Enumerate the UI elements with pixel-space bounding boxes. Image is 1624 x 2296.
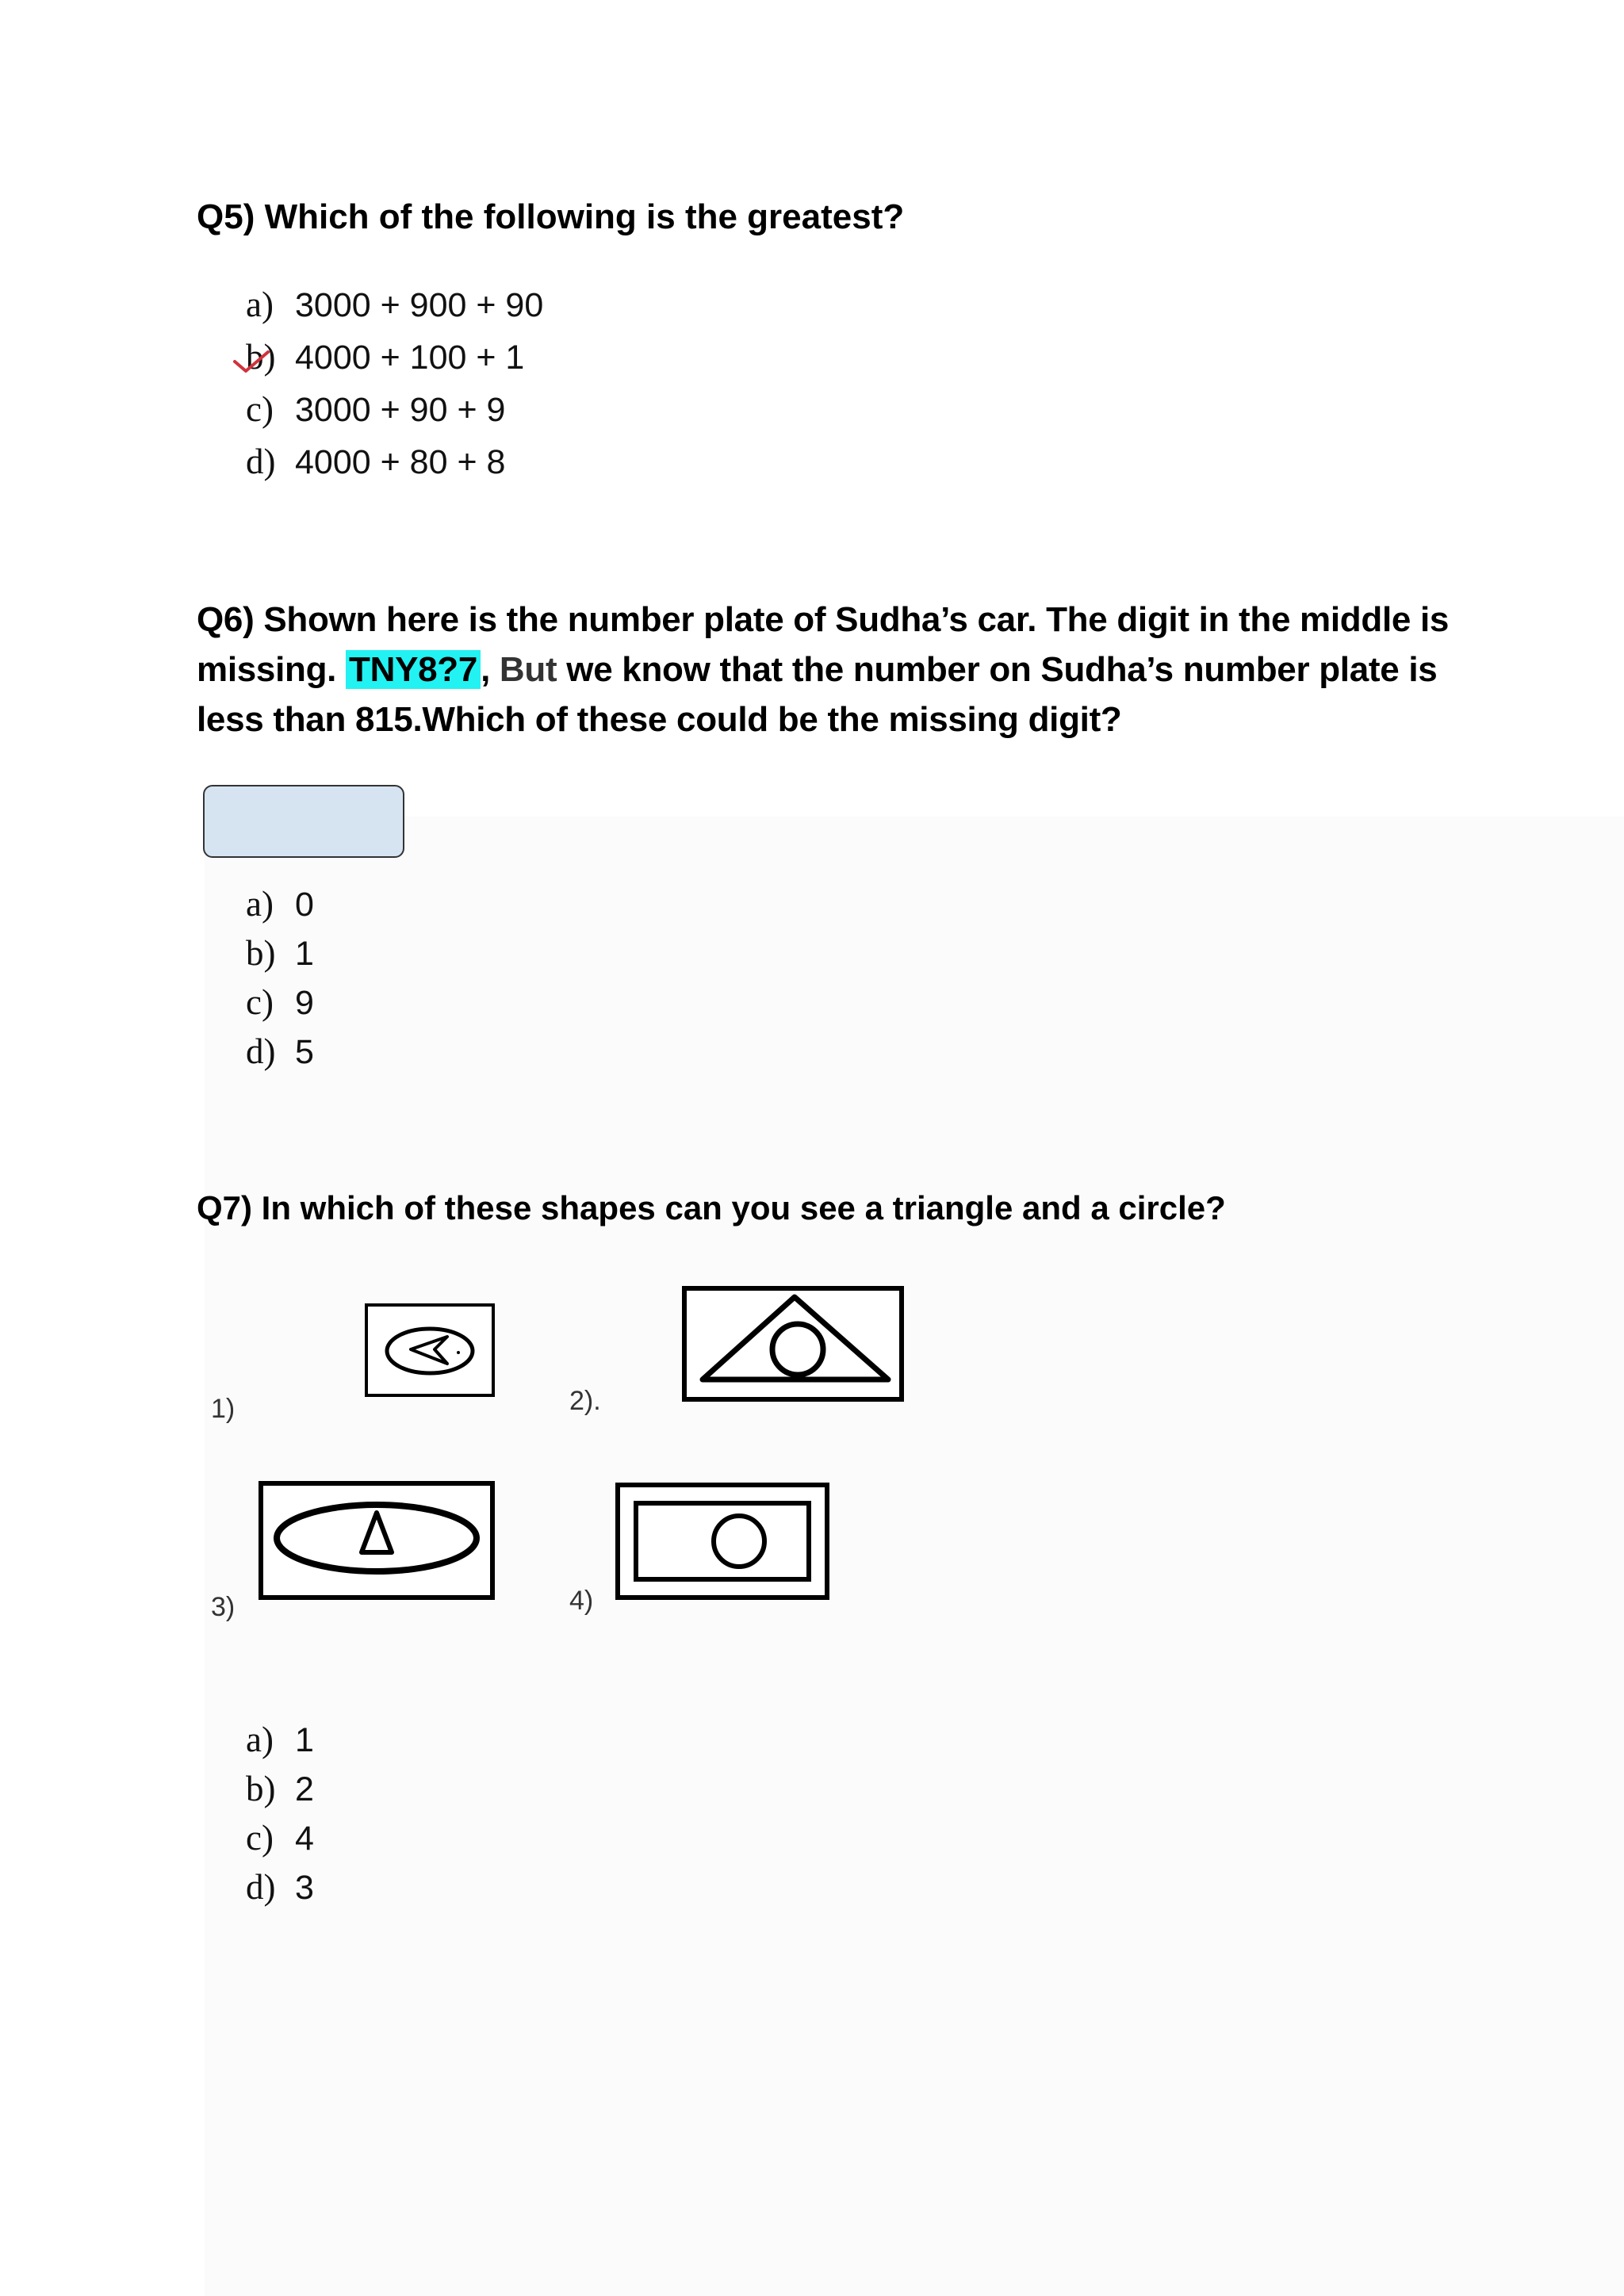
shape-2-label: 2).: [569, 1386, 601, 1416]
option-text: 4000 + 100 + 1: [295, 339, 525, 377]
option-text: 4: [295, 1820, 314, 1858]
question-5-options: [246, 284, 543, 493]
option-text: 3000 + 900 + 90: [295, 286, 544, 324]
option-text: 4000 + 80 + 8: [295, 443, 506, 481]
option-letter: b): [246, 337, 276, 377]
ellipse-with-triangle-icon: [259, 1481, 495, 1600]
question-6-text: [197, 595, 1450, 744]
shape-3-label: 3): [211, 1592, 236, 1622]
q6-option-a[interactable]: [246, 883, 314, 932]
option-text: 1: [295, 1721, 314, 1759]
question-7-title: Q7) In which of these shapes can you see a triangle and a circle?: [197, 1189, 1226, 1226]
option-letter: c): [246, 1818, 274, 1858]
q6-option-b[interactable]: [246, 932, 314, 982]
checkmark-icon: [233, 347, 271, 379]
q7-option-c[interactable]: [246, 1817, 314, 1866]
option-letter: c): [246, 389, 274, 429]
shape-1-label: 1): [211, 1394, 236, 1424]
option-text: 3000 + 90 + 9: [295, 391, 506, 429]
option-letter: d): [246, 1031, 276, 1071]
option-letter: d): [246, 1867, 276, 1907]
q6-option-c[interactable]: [246, 982, 314, 1031]
question-6-options: [246, 883, 314, 1080]
option-letter: a): [246, 884, 274, 924]
option-letter: d): [246, 442, 276, 481]
triangle-with-circle-icon: [682, 1286, 904, 1402]
option-letter: c): [246, 982, 274, 1022]
question-7-options: [246, 1719, 314, 1915]
q7-option-b[interactable]: [246, 1768, 314, 1817]
question-5-title: Q5) Which of the following is the greatest?: [197, 197, 905, 236]
q5-option-b[interactable]: [246, 336, 543, 388]
q5-option-d[interactable]: [246, 441, 543, 493]
option-letter: b): [246, 933, 276, 973]
number-plate-code: TNY8?7: [346, 650, 481, 689]
q7-option-a[interactable]: [246, 1719, 314, 1768]
rectangle-with-circle-icon: [615, 1483, 829, 1600]
option-letter: b): [246, 1769, 276, 1808]
shape-4-label: 4): [569, 1586, 594, 1616]
number-plate-box: [203, 785, 404, 858]
option-text: 0: [295, 886, 314, 924]
q5-option-c[interactable]: [246, 388, 543, 441]
q6-comma: ,: [481, 650, 490, 689]
option-letter: a): [246, 1720, 274, 1759]
q6-text-before: Q6) Shown here is the number plate of Sudha’s car. The digit in the middle is missing.: [197, 600, 1450, 689]
q6-text-but: But: [490, 650, 557, 689]
option-text: 2: [295, 1770, 314, 1808]
q6-option-d[interactable]: [246, 1031, 314, 1080]
option-text: 3: [295, 1869, 314, 1907]
q6-text-after: we know that the number on Sudha’s number plate is less than 815.Which of these could be the missing digit?: [197, 650, 1438, 739]
option-text: 1: [295, 935, 314, 973]
option-text: 9: [295, 984, 314, 1022]
circle-with-arrow-icon: [365, 1303, 495, 1397]
option-letter: a): [246, 285, 274, 324]
option-text: 5: [295, 1033, 314, 1071]
q7-option-d[interactable]: [246, 1866, 314, 1915]
q5-option-a[interactable]: [246, 284, 543, 336]
